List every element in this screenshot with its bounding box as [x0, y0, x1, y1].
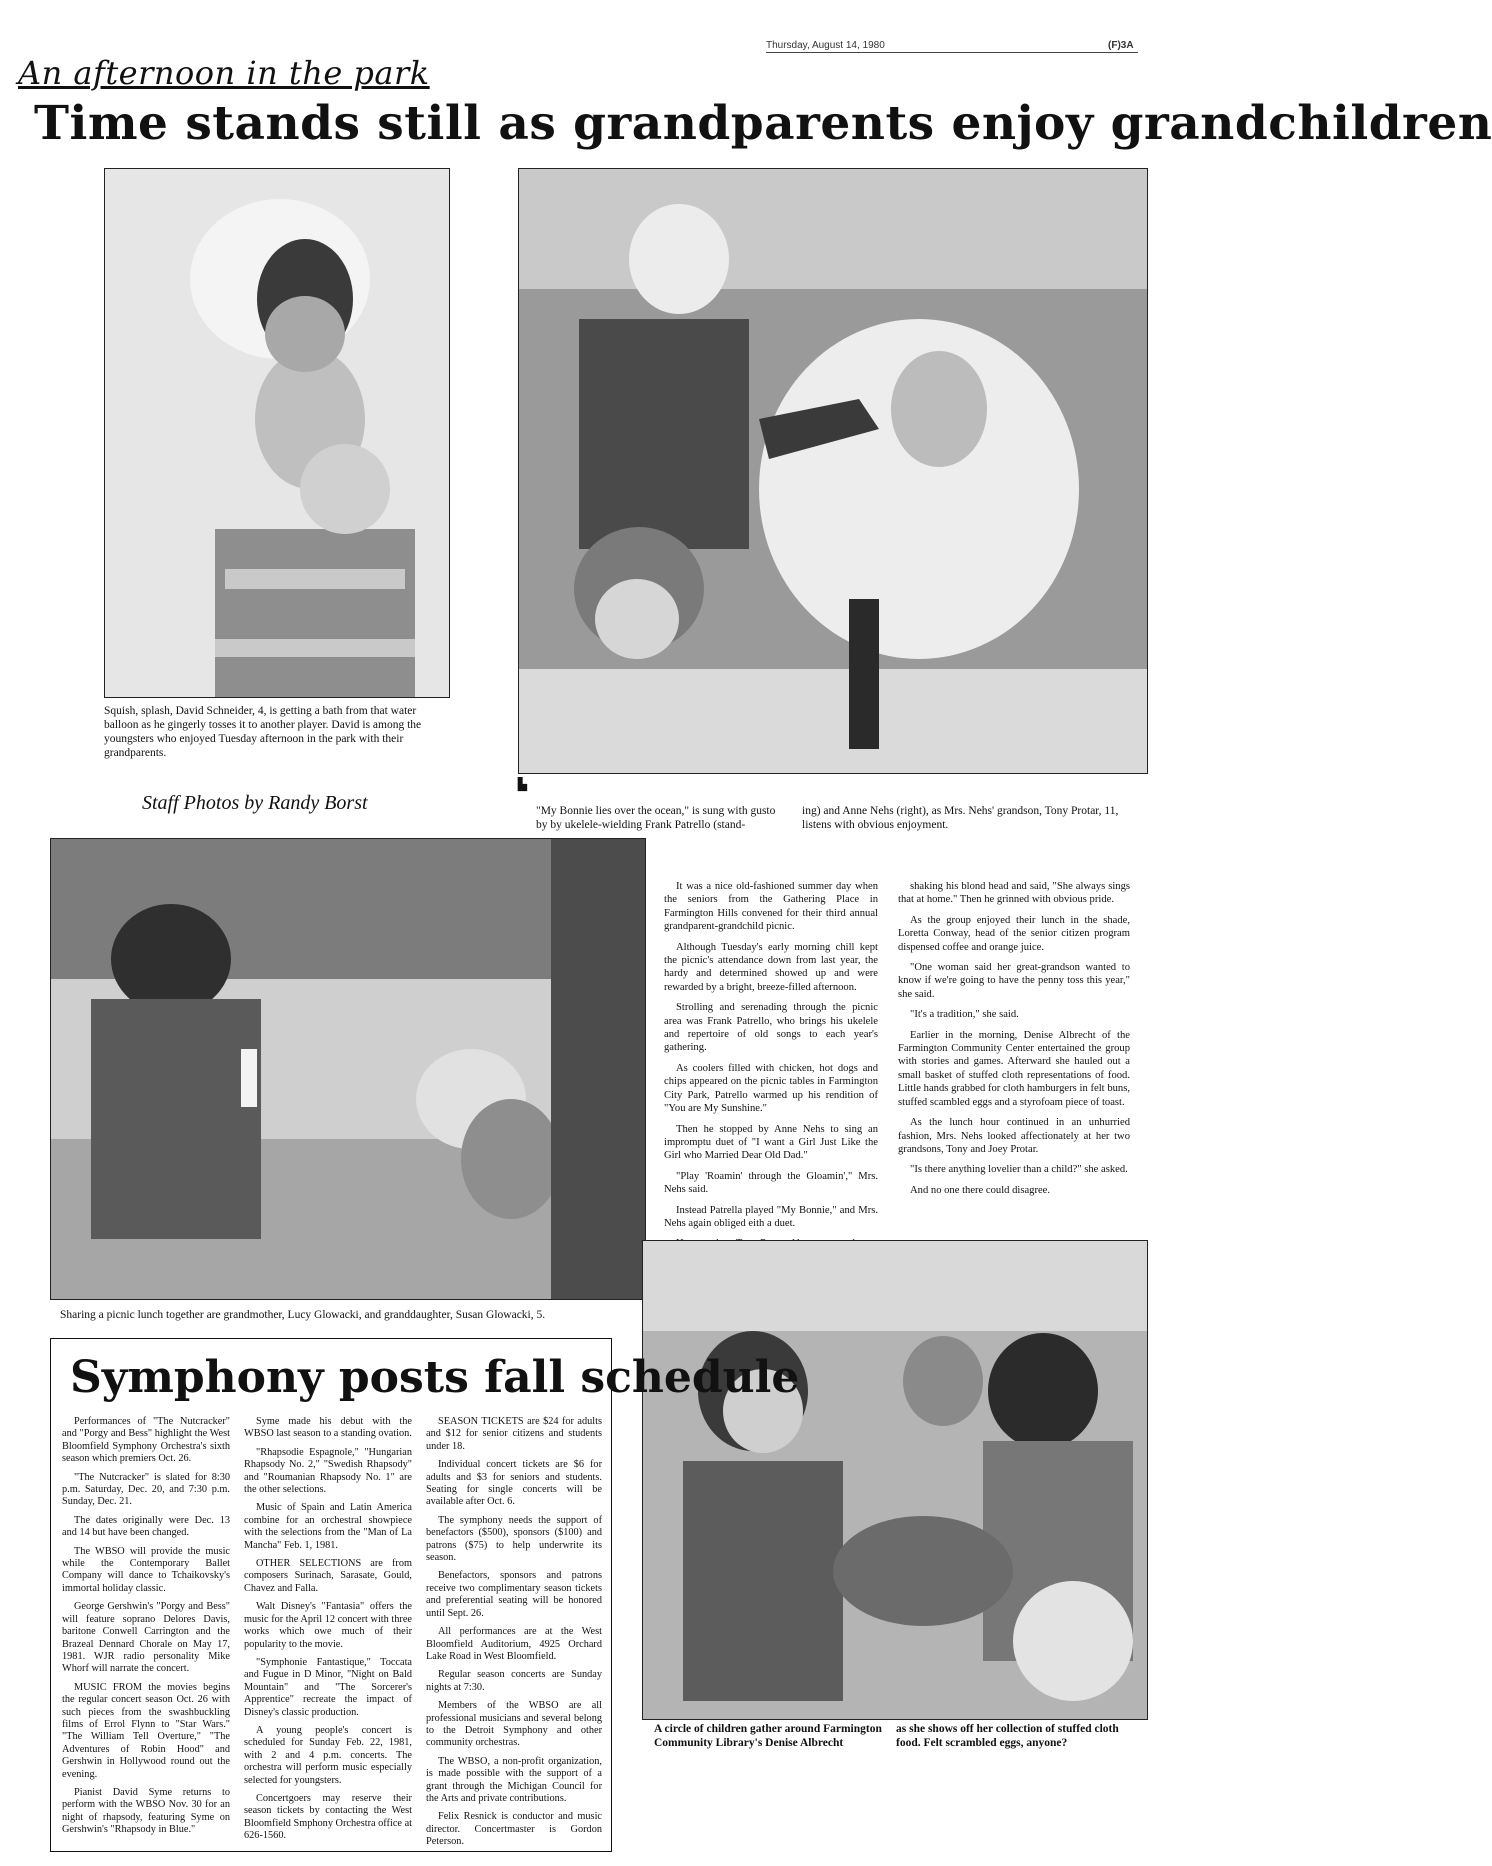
- story-paragraph: It was a nice old-fashioned summer day when the seniors from the Gathering Place in Farmington Hills convened for their third annual grandparent-grandchild picnic.: [664, 881, 878, 933]
- story-paragraph: "One woman said her great-grandson wanted to know if we're going to have the penny toss this year," she said.: [898, 962, 1130, 1000]
- caption-library-left: A circle of children gather around Farmington Community Library's Denise Albrecht: [654, 1723, 882, 1749]
- story-paragraph: Earlier in the morning, Denise Albrecht of the Farmington Community Center entertained the group with stories and games. Afterward she hauled out a small basket of stuffed cloth representations of food. Little hands grabbed for cloth hamburgers in felt buns, stuffed scambled eggs and a styrofoam piece of toast.: [898, 1029, 1130, 1108]
- symphony-paragraph: Pianist David Syme returns to perform with the WBSO Nov. 30 for an night of rhapsody, featuring Syme on Gershwin's "Rhapsody in Blue.": [62, 1786, 230, 1836]
- symphony-paragraph: Music of Spain and Latin America combine for an orchestral showpiece with the selections from the "Man of La Mancha" Feb. 1, 1981.: [244, 1502, 412, 1551]
- symphony-paragraph: Members of the WBSO are all professional musicians and several belong to the Detroit Symphony and other community orchestras.: [426, 1700, 602, 1749]
- headline: Time stands still as grandparents enjoy grandchildren: [34, 96, 1492, 151]
- grandmother-granddaughter-image: [51, 839, 645, 1299]
- symphony-paragraph: SEASON TICKETS are $24 for adults and $12 for senior citizens and students under 18.: [426, 1416, 602, 1452]
- caption-ukulele-right: ing) and Anne Nehs (right), as Mrs. Nehs' grandson, Tony Protar, 11, listens with obvious enjoyment.: [802, 805, 1119, 831]
- story-paragraph: As the group enjoyed their lunch in the shade, Loretta Conway, head of the senior citizen program dispensed coffee and orange juice.: [898, 914, 1130, 953]
- story-paragraph: As coolers filled with chicken, hot dogs and chips appeared on the picnic tables in Farmington City Park, Patrello warmed up his rendition of "You are My Sunshine.": [664, 1062, 878, 1115]
- photo-ukulele: [518, 168, 1148, 774]
- symphony-paragraph: The WBSO will provide the music while the Contemporary Ballet Company will dance to Tchaikovsky's immortal holiday classic.: [62, 1545, 230, 1594]
- symphony-paragraph: The dates originally were Dec. 13 and 14 but have been changed.: [62, 1514, 230, 1539]
- story-paragraph: "It's a tradition," she said.: [910, 1009, 1019, 1021]
- symphony-column-2: [244, 1416, 412, 1849]
- caption-ukulele-left: "My Bonnie lies over the ocean," is sung with gusto by by ukelele-wielding Frank Patrello (stand-: [536, 805, 776, 831]
- symphony-paragraph: Individual concert tickets are $6 for adults and $3 for seniors and students. Seating for single concerts will be available after Oct. 6.: [426, 1459, 602, 1508]
- story-paragraph: shaking his blond head and said, "She always sings that at home." Then he grinned with obvious pride.: [898, 881, 1130, 906]
- symphony-column-1: [62, 1416, 230, 1843]
- story-paragraph: Strolling and serenading through the picnic area was Frank Patrello, who brings his ukelele and repertoire of old songs to each year's gathering.: [664, 1002, 878, 1054]
- caption-water-balloon: Squish, splash, David Schneider, 4, is getting a bath from that water balloon as he gingerly tosses it to another player. David is among the youngsters who enjoyed Tuesday afternoon in the park with their grandparents.: [104, 705, 422, 759]
- story-paragraph: Then he stopped by Anne Nehs to sing an impromptu duet of "I want a Girl Just Like the Girl who Married Dear Old Dad.": [664, 1123, 878, 1162]
- symphony-paragraph: The symphony needs the support of benefactors ($500), sponsors ($100) and patrons ($75) to help underwrite its season.: [426, 1514, 602, 1564]
- symphony-paragraph: Syme made his debut with the WBSO last season to a standing ovation.: [244, 1416, 412, 1440]
- photo-mark: ▙: [518, 779, 527, 791]
- symphony-paragraph: OTHER SELECTIONS are from composers Surinach, Sarasate, Gould, Chavez and Falla.: [244, 1558, 412, 1594]
- photo-library: [642, 1240, 1148, 1720]
- symphony-paragraph: "Symphonie Fantastique," Toccata and Fugue in D Minor, "Night on Bald Mountain" and "The Sorcerer's Apprentice" recreate the impact of Disney's classic production.: [244, 1656, 412, 1718]
- symphony-paragraph: A young people's concert is scheduled for Sunday Feb. 22, 1981, with 2 and 4 p.m. concerts. The orchestra will perform music especially selected for youngsters.: [244, 1724, 412, 1786]
- section-head: An afternoon in the park: [18, 54, 430, 92]
- story-paragraph: And no one there could disagree.: [910, 1184, 1051, 1196]
- story-paragraph: As the lunch hour continued in an unhurried fashion, Mrs. Nehs looked affectionately at her two grandsons, Tony and Joey Protar.: [898, 1117, 1130, 1155]
- story-paragraph: Instead Patrella played "My Bonnie," and Mrs. Nehs again obliged eith a duet.: [664, 1204, 878, 1229]
- header-rule: [766, 52, 1138, 53]
- caption-picnic: Sharing a picnic lunch together are grandmother, Lucy Glowacki, and granddaughter, Susan Glowacki, 5.: [60, 1309, 546, 1321]
- symphony-paragraph: George Gershwin's "Porgy and Bess" will feature soprano Delores Davis, baritone Conwell Carrington and the Brazeal Dennard Chorale on May 17, 1981. WJR radio personality Mike Whorf will narrate the concert.: [62, 1601, 230, 1675]
- story-paragraph: "Is there anything lovelier than a child?" she asked.: [910, 1164, 1128, 1176]
- story-column-1: [664, 880, 878, 1258]
- page-number: (F)3A: [1108, 40, 1134, 51]
- symphony-paragraph: "The Nutcracker" is slated for 8:30 p.m. Saturday, Dec. 20, and 7:30 p.m. Sunday, Dec. 21.: [62, 1471, 230, 1508]
- photo-picnic: [50, 838, 646, 1300]
- photo-credit: Staff Photos by Randy Borst: [142, 792, 368, 814]
- symphony-headline: Symphony posts fall schedule: [70, 1352, 800, 1403]
- symphony-paragraph: Walt Disney's "Fantasia" offers the music for the April 12 concert with three works which owe much of their popularity to the movie.: [244, 1601, 412, 1650]
- symphony-paragraph: "Rhapsodie Espagnole," "Hungarian Rhapsody No. 2," "Swedish Rhapsody" and "Roumanian Rhapsody No. 1" are the other selections.: [244, 1446, 412, 1496]
- symphony-paragraph: Concertgoers may reserve their season tickets by contacting the West Bloomfield Smphony Orchestra office at 626-1560.: [244, 1792, 412, 1842]
- symphony-paragraph: Performances of "The Nutcracker" and "Porgy and Bess" highlight the West Bloomfield Symphony Orchestra's sixth season which premiers Oct. 26.: [62, 1416, 230, 1465]
- symphony-paragraph: All performances are at the West Bloomfield Auditorium, 4925 Orchard Lake Road in West Bloomfield.: [426, 1626, 602, 1662]
- symphony-paragraph: MUSIC FROM the movies begins the regular concert season Oct. 26 with such pieces from the swashbuckling films of Errol Flynn to "Star Wars." "The William Tell Overture," "The Adventures of Robin Hood" and Gershwin in Hollywood round out the evening.: [62, 1681, 230, 1780]
- story-paragraph: "Play 'Roamin' through the Gloamin'," Mrs. Nehs said.: [664, 1170, 878, 1196]
- story-paragraph: Although Tuesday's early morning chill kept the picnic's attendance down from last year, the hardy and determined showed up and were rewarded by a bright, breeze-filled afternoon.: [664, 941, 878, 993]
- symphony-paragraph: Felix Resnick is conductor and music director. Concertmaster is Gordon Peterson.: [426, 1811, 602, 1848]
- boy-with-balloon-image: [105, 169, 449, 697]
- dateline: Thursday, August 14, 1980: [766, 40, 885, 51]
- photo-water-balloon: [104, 168, 450, 698]
- symphony-column-3: [426, 1416, 602, 1855]
- caption-library-right: as she shows off her collection of stuffed cloth food. Felt scrambled eggs, anyone?: [896, 1723, 1119, 1749]
- children-circle-image: [643, 1241, 1147, 1719]
- symphony-paragraph: Regular season concerts are Sunday nights at 7:30.: [426, 1669, 602, 1693]
- symphony-paragraph: Benefactors, sponsors and patrons receive two complimentary season tickets and preferential seating will be honored until Sept. 26.: [426, 1570, 602, 1619]
- symphony-paragraph: The WBSO, a non-profit organization, is made possible with the support of a grant through the Michigan Council for the Arts and private contributions.: [426, 1755, 602, 1804]
- story-column-2: [898, 880, 1130, 1204]
- ukulele-picnic-image: [519, 169, 1147, 773]
